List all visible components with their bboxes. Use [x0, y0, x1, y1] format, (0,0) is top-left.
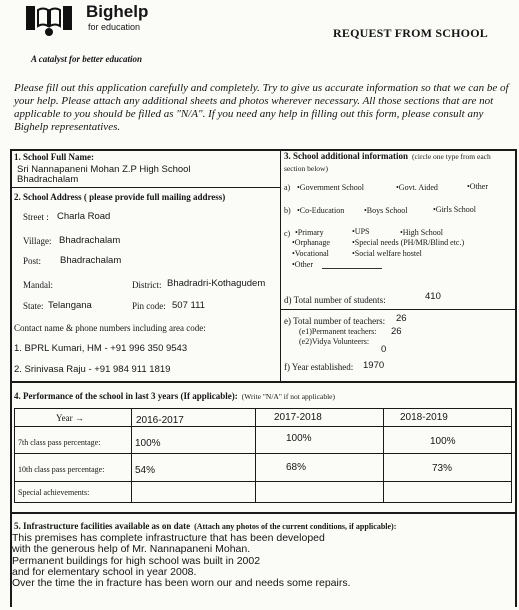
- option-other-type[interactable]: •Other: [467, 182, 489, 191]
- year-2018-2019: 2018-2019: [400, 412, 448, 423]
- year-2016-2017: 2016-2017: [136, 415, 184, 426]
- perf-table-row1: [14, 426, 512, 427]
- year-established-label: f) Year established:: [284, 362, 354, 372]
- option-other-line: [322, 268, 382, 269]
- brand-tagline: A catalyst for better education: [31, 54, 142, 64]
- option-c-prefix: c): [284, 229, 291, 238]
- bighelp-logo-icon: [26, 4, 72, 38]
- additional-info-label: 3. School additional information: [284, 151, 409, 161]
- year-header: Year →: [56, 413, 84, 423]
- row-7th-label: 7th class pass percentage:: [18, 438, 101, 447]
- post-label: Post:: [23, 256, 42, 266]
- option-girls-school[interactable]: •Girls School: [433, 205, 477, 214]
- row-divider-school-name: [10, 187, 280, 188]
- row-10th-2016: 54%: [135, 465, 156, 476]
- option-special-needs[interactable]: •Special needs (PH/MR/Blind etc.): [352, 238, 465, 247]
- total-students-label: d) Total number of students:: [284, 295, 386, 305]
- perf-table-left: [14, 408, 15, 503]
- additional-info-note-2: section below): [284, 164, 328, 173]
- state-label: State:: [23, 301, 44, 311]
- perf-table-bottom: [14, 502, 512, 503]
- row-divider-section-e: [280, 309, 516, 310]
- performance-label: 4. Performance of the school in last 3 years (If applicable):: [14, 391, 238, 401]
- page-title: REQUEST FROM SCHOOL: [333, 26, 488, 40]
- infrastructure-line-4: and for elementary school in year 2008.: [12, 565, 197, 578]
- option-social-welfare-hostel[interactable]: •Social welfare hostel: [352, 249, 422, 258]
- school-address-label: [14, 192, 225, 202]
- option-boys-school[interactable]: •Boys School: [364, 206, 408, 215]
- contact-label: Contact name & phone numbers including area code:: [14, 323, 206, 333]
- perf-table-row3: [14, 481, 512, 482]
- performance-note: (Write "N/A" if not applicable): [241, 392, 336, 401]
- contact-1: 1. BPRL Kumari, HM - +91 996 350 9543: [14, 343, 188, 354]
- column-divider: [280, 149, 281, 381]
- district-label: District:: [132, 280, 162, 290]
- option-orphanage[interactable]: •Orphanage: [292, 238, 330, 247]
- perf-table-top: [14, 408, 512, 409]
- district-value: Bhadradri-Kothagudem: [167, 278, 266, 289]
- street-value: Charla Road: [57, 211, 111, 222]
- brand-name: Bighelp: [86, 2, 149, 21]
- year-2017-2018: 2017-2018: [274, 412, 322, 423]
- total-teachers-value: 26: [396, 313, 407, 324]
- table-right-border: [515, 149, 517, 607]
- row-10th-label: 10th class pass percentage:: [18, 465, 105, 474]
- pincode-value: 507 111: [172, 300, 205, 311]
- option-ups[interactable]: •UPS: [352, 227, 370, 236]
- school-name-line2: Bhadrachalam: [17, 174, 79, 185]
- vidya-volunteers-label: (e2)Vidya Volunteers:: [299, 337, 370, 346]
- perf-table-col1: [131, 408, 132, 503]
- performance-header: [14, 386, 335, 404]
- year-established-value: 1970: [363, 360, 385, 371]
- performance-table: [14, 408, 512, 503]
- row-7th-2018: 100%: [430, 436, 456, 447]
- option-b-prefix: b): [284, 206, 291, 215]
- row-10th-2018: 73%: [432, 463, 453, 474]
- option-other[interactable]: •Other: [292, 260, 314, 269]
- total-students-value: 410: [425, 291, 441, 302]
- post-value: Bhadrachalam: [60, 255, 122, 266]
- row-10th-2017: 68%: [286, 462, 307, 473]
- infrastructure-line-2: with the generous help of Mr. Nannapaneni Mohan.: [12, 543, 251, 556]
- option-govt-aided[interactable]: •Govt. Aided: [396, 183, 438, 192]
- total-teachers-label: e) Total number of teachers:: [284, 316, 386, 326]
- village-label: Village:: [23, 236, 52, 246]
- perf-table-right: [511, 408, 512, 503]
- infrastructure-text: [12, 533, 512, 589]
- perf-table-col3: [383, 408, 384, 503]
- option-high-school[interactable]: •High School: [400, 228, 444, 237]
- option-a-prefix: a): [284, 183, 291, 192]
- additional-info-header: [284, 150, 516, 174]
- school-name-line1: Sri Nannapaneni Mohan Z.P High School: [17, 164, 191, 175]
- row-7th-2017: 100%: [286, 433, 312, 444]
- village-value: Bhadrachalam: [59, 235, 121, 246]
- option-vocational[interactable]: •Vocational: [292, 249, 329, 258]
- infrastructure-line-5: Over the time the in fracture has been worn our and needs some repairs.: [12, 577, 351, 590]
- option-co-education[interactable]: •Co-Education: [297, 206, 345, 215]
- row-special-label: Special achievements:: [18, 488, 90, 497]
- additional-info-note: (circle one type from each: [412, 152, 491, 161]
- school-address-note: ( please provide full mailing address): [83, 192, 226, 202]
- permanent-teachers-label: (e1)Permanent teachers:: [299, 327, 377, 336]
- intro-paragraph: Please fill out this application carefully and completely. Try to give us accurate information so that we can be of your help. Please attach any additional sheets and photos wherever necessary. All those sections that are not applicable to you should be filled as "N/A". If you need any help in filling out this form, please consult any Bighelp representatives.: [14, 82, 509, 133]
- contact-2: 2. Srinivasa Raju - +91 984 911 1819: [14, 364, 171, 375]
- state-value: Telangana: [48, 300, 92, 311]
- permanent-teachers-value: 26: [391, 326, 402, 337]
- vidya-volunteers-value: 0: [381, 344, 387, 355]
- row-divider-section4: [10, 381, 516, 383]
- street-label: Street :: [23, 212, 49, 222]
- brand-subtitle: for education: [88, 22, 141, 32]
- infrastructure-label: 5. Infrastructure facilities available as on date: [14, 521, 191, 531]
- infrastructure-note: (Attach any photos of the current conditions, if applicable):: [194, 522, 397, 531]
- perf-table-col2: [255, 408, 256, 503]
- row-divider-section5: [10, 512, 516, 514]
- option-primary[interactable]: •Primary: [295, 228, 324, 237]
- option-government-school[interactable]: •Government School: [297, 183, 365, 192]
- infrastructure-line-3: Permanent buildings for high school was built in 2002: [12, 554, 261, 567]
- row-7th-2016: 100%: [135, 438, 161, 449]
- infrastructure-line-1: This premises has complete infrastructure that has been developed: [12, 532, 325, 544]
- mandal-label: Mandal:: [23, 280, 53, 290]
- pincode-label: Pin code:: [132, 301, 166, 311]
- perf-table-row2: [14, 453, 512, 454]
- school-address-label-text: 2. School Address: [14, 192, 82, 202]
- school-name-label: 1. School Full Name:: [14, 152, 94, 162]
